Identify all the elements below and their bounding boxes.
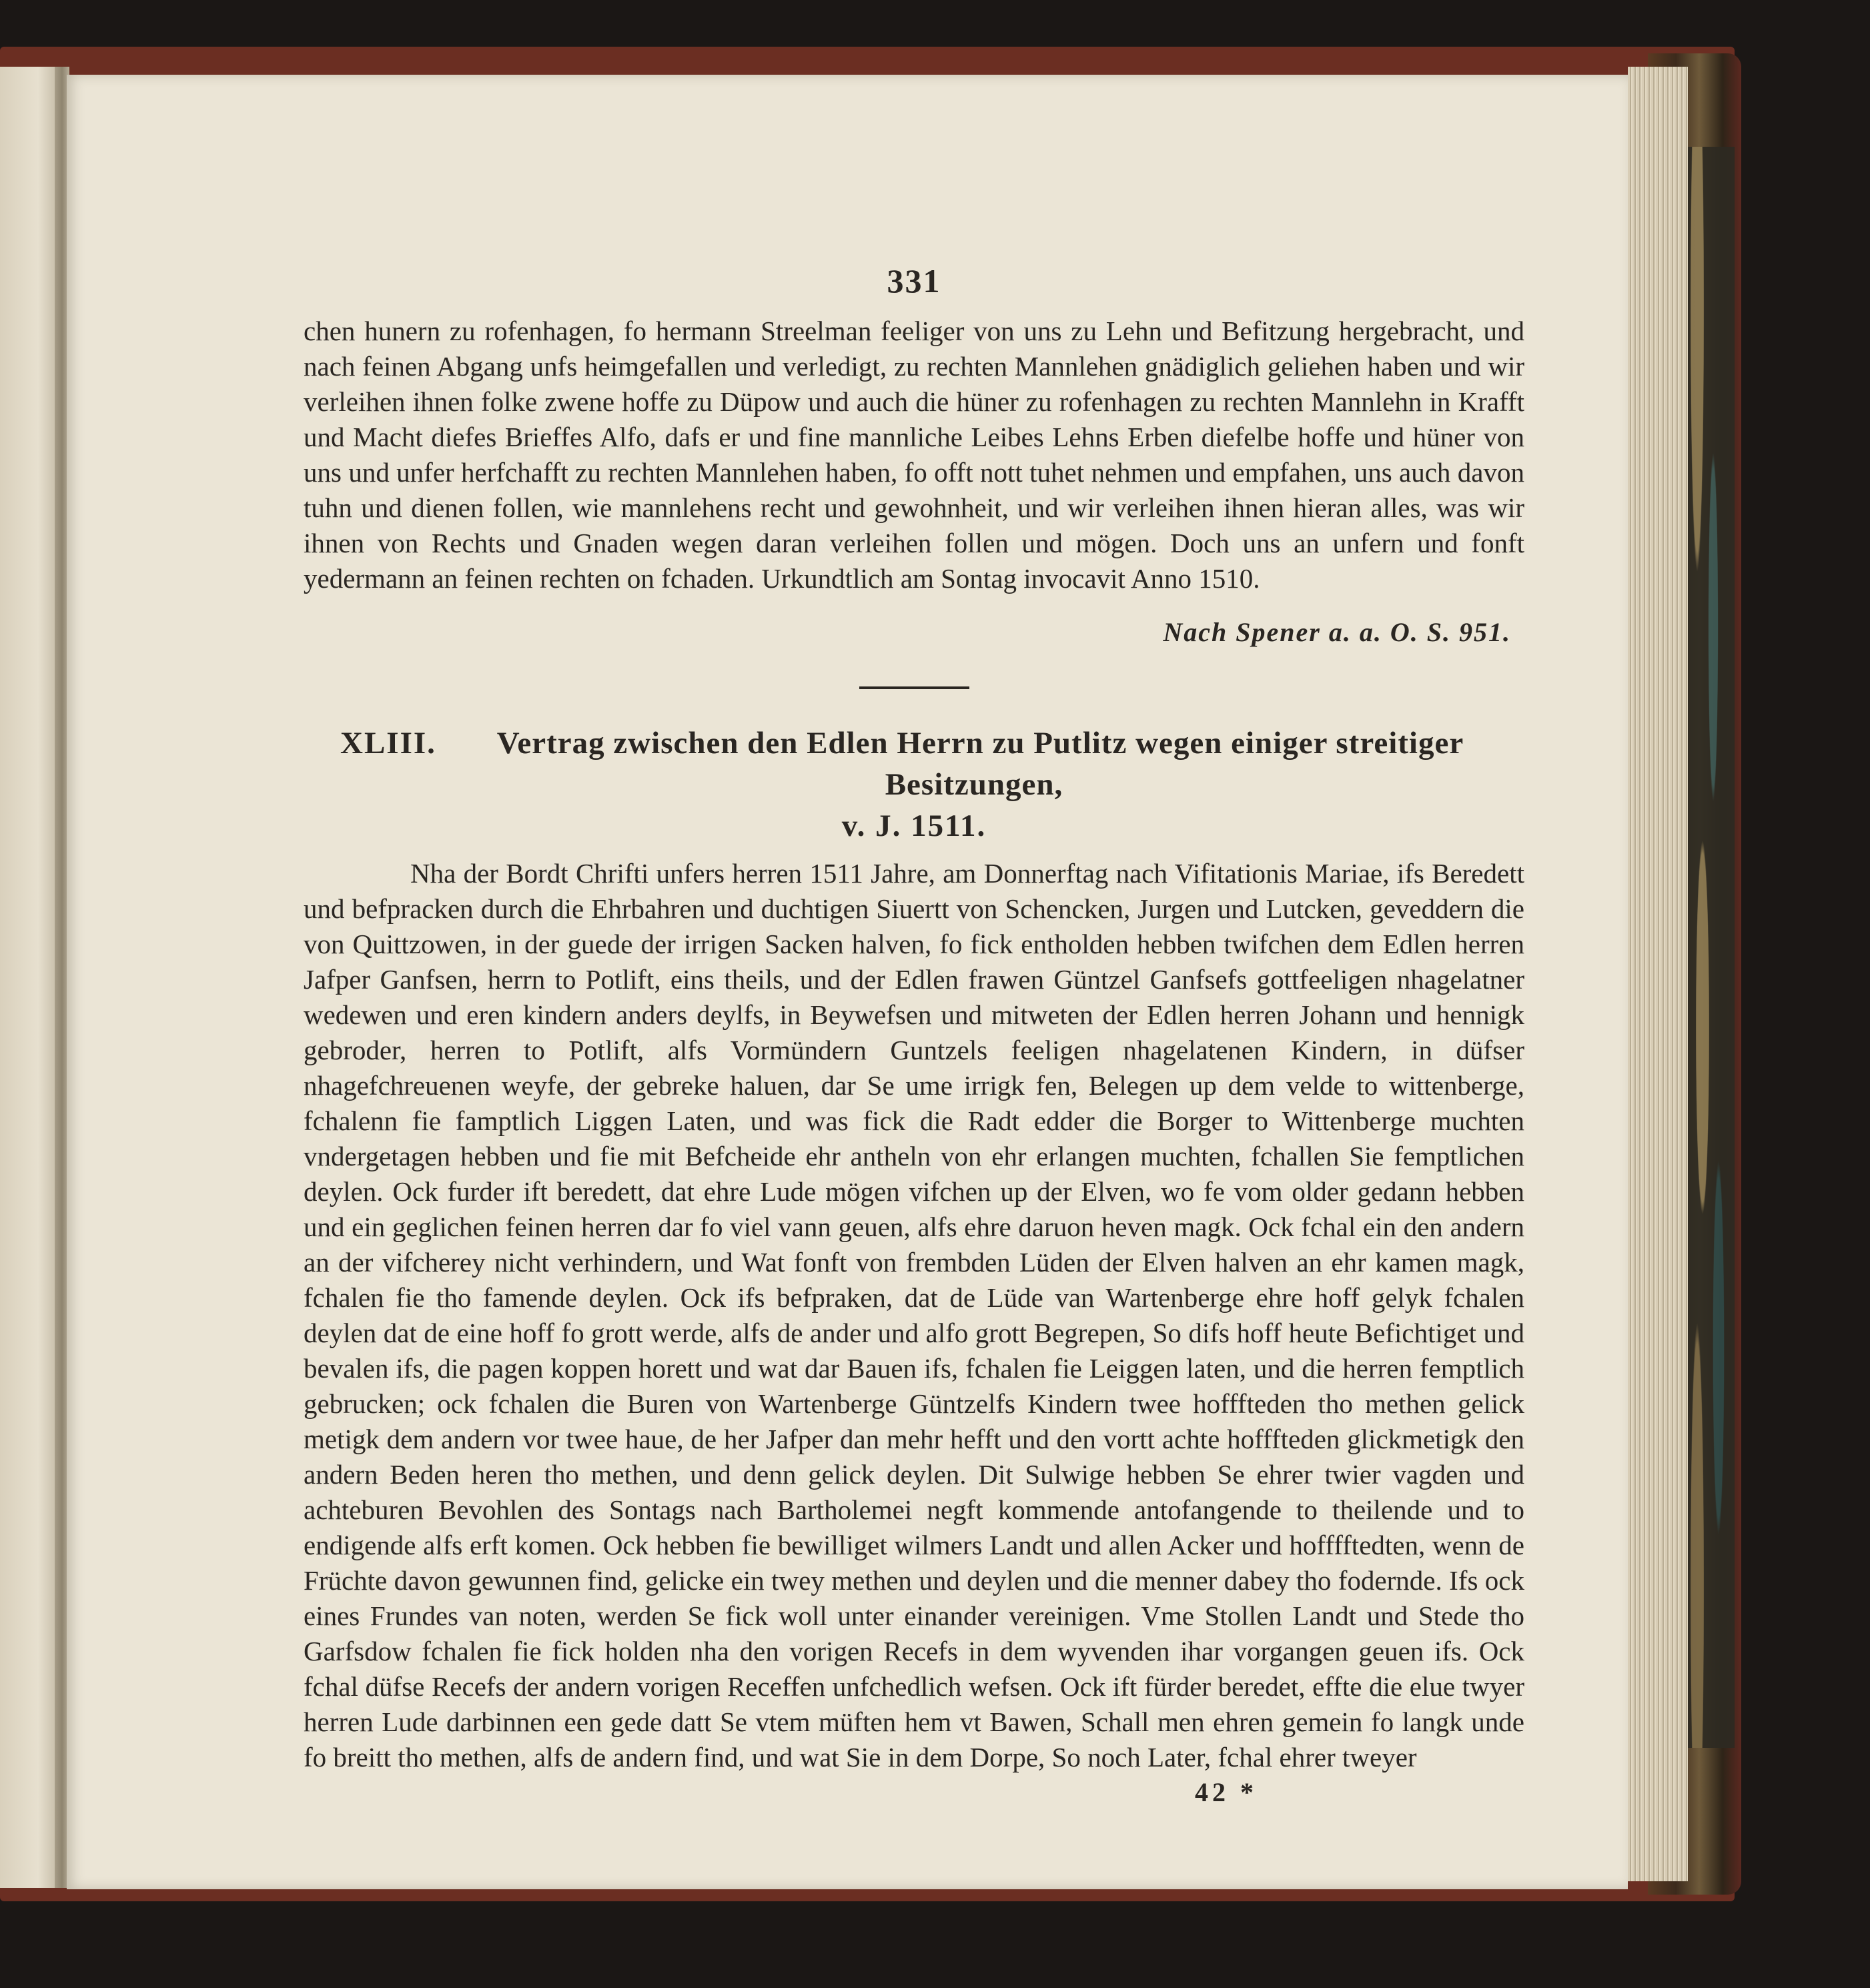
paragraph-main: Nha der Bordt Chrifti unfers herren 1511 Jahre, am Donnerftag nach Vifitationis Mariae, ifs Beredett und befpracken durch die Ehrbahren und duchtigen Siuertt von Schencken, Jurgen und Lutcken, geveddern die von Quittzowen, in der guede der irrigen Sacken halven, fo fick entholden hebben twifchen dem Edlen herren Jafper Ganfsen, herrn to Potlift, eins theils, und der Edlen frawen Güntzel Ganfsefs gottfeeligen nhagelatner wedewen und eren kindern anders deylfs, in Beywefsen und mitweten der Edlen herren Johann und hennigk gebroder, herren to Potlift, alfs Vormündern Guntzels feeligen nhagelatenen Kindern, in düfser nhagefchreuenen weyfe, der gebreke haluen, dar Se ume irrigk fen, Belegen up dem velde to wittenberge, fchalenn fie famptlich Liggen Laten, und was fick die Radt edder die Borger to Wittenberge muchten vndergetagen hebben und fie mit Befcheide ehr antheln von ehr erlangen muchten, fchallen Sie femptlichen deylen. Ock furder ift beredett, dat ehre Lude mögen vifchen up der Elven, wo fe vom older gedann hebben und ein geglichen feinen herren dar fo viel vann geuen, alfs ehre daruon heven magk. Ock fchal ein den andern an der vifcherey nicht verhindern, und Wat fonft von frembden Lüden der Elven halven an ehr kamen magk, fchalen fie tho famende deylen. Ock ifs befpraken, dat de Lüde van Wartenberge ehre hoff gelyk fchalen deylen dat de eine hoff fo grott werde, alfs de ander und alfo grott Begrepen, So difs hoff heute Befichtiget und bevalen ifs, die pagen koppen horett und wat dar Bauen ifs, fchalen fie Leiggen laten, und die herren femptlich gebrucken; ock fchalen die Buren von Wartenberge Güntzelfs Kindern twee hofffteden tho methen gelick metigk dem andern vor twee haue, de her Jafper dan mehr hefft und den vortt achte hofffteden glickmetigk den andern Beden heren tho methen, und denn gelick deylen. Dit Sulwige hebben Se ehrer twier vagden und achteburen Bevohlen des Sontags nach Bartholemei negft kommende antofangende to theilende und to endigende alfs erft komen. Ock hebben fie bewilliget wilmers Landt und allen Acker und hofffftedten, wenn de Früchte davon gewunnen find, gelicke ein twey methen und deylen und die menner dabey tho fodernde. Ifs ock eines Frundes van noten, werden Se fick woll unter einander vereinigen. Vme Stollen Landt und Stede tho Garfsdow fchalen fie fick holden nha den vorigen Recefs in dem wyvenden ihar vorgangen geuen ifs. Ock fchal düfse Recefs der andern vorigen Receffen unfchedlich wefsen. Ock ift fürder beredet, effte die elue twyer herren Lude darbinnen een gede datt Se vtem müften hem vt Bawen, Schall men ehren gemein fo langk unde fo breitt tho methen, alfs de andern find, und wat Sie in dem Dorpe, So noch Later, fchal ehrer tweyer <box>304 858 1524 1773</box>
section-date: v. J. 1511. <box>841 809 987 843</box>
section-heading <box>304 722 1524 847</box>
left-page-sliver <box>0 67 63 1888</box>
page-content <box>304 185 1524 1808</box>
page-edges <box>1628 67 1688 1881</box>
section-divider <box>859 686 969 689</box>
section-title: Vertrag zwischen den Edlen Herrn zu Putlitz wegen einiger streitiger Besitzungen, <box>496 726 1464 802</box>
paragraph-continued: chen hunern zu rofenhagen, fo hermann Streelman feeliger von uns zu Lehn und Befitzung hergebracht, und nach feinen Abgang unfs heimgefallen und verledigt, zu rechten Mannlehen gnädiglich geliehen haben und wir verleihen ihnen folke zwene hoffe zu Düpow und auch die hüner zu rofenhagen zu rechten Mannlehn in Krafft und Macht diefes Brieffes Alfo, dafs er und fine mannliche Leibes Lehns Erben diefelbe hoffe und hüner von uns und unfer herfchafft zu rechten Mannlehen haben, fo offt nott tuhet nehmen und empfahen, uns auch davon tuhn und dienen follen, wie mannlehens recht und gewohnheit, und wir verleihen ihnen hieran alles, was wir ihnen von Rechts und Gnaden wegen daran verleihen follen und mögen. Doch uns an unfern und fonft yedermann an feinen rechten on fchaden. Urkundtlich am Sontag invocavit Anno 1510. <box>304 316 1524 594</box>
sheet-signature: 42 * <box>1195 1777 1258 1807</box>
page-number: 331 <box>887 262 941 300</box>
source-citation: Nach Spener a. a. O. S. 951. <box>1163 617 1511 647</box>
marbled-endpaper <box>1681 147 1735 1748</box>
book-page <box>67 75 1628 1889</box>
section-numeral: XLIII. <box>340 726 436 761</box>
